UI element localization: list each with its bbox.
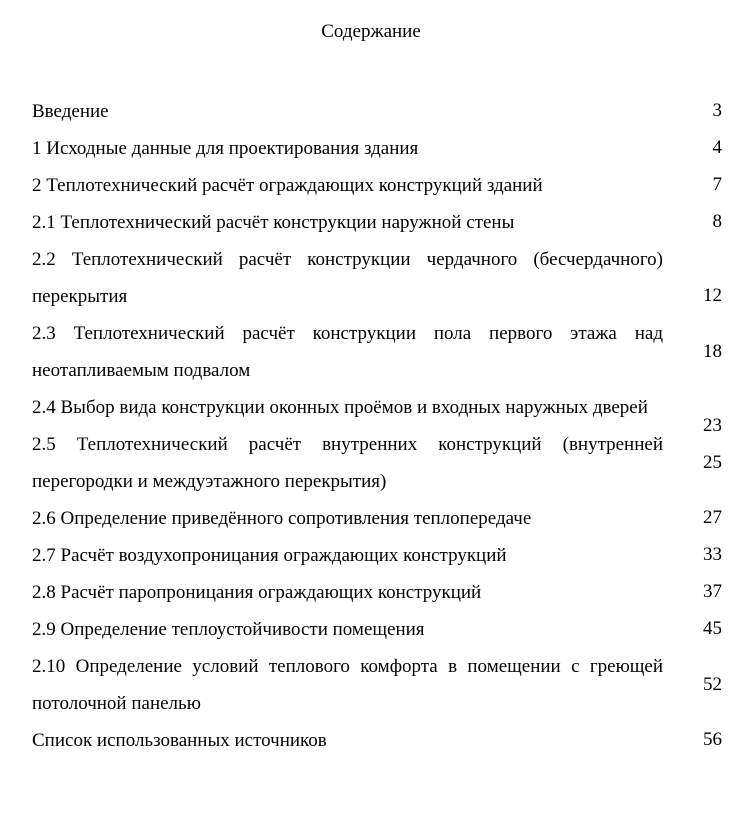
toc-entry-text: 2.5 Теплотехнический расчёт внутренних конструкций (внутренней перегородки и междуэтажного перекрытия) [32,434,663,492]
toc-entry-text: 2 Теплотехнический расчёт ограждающих конструкций зданий [32,175,543,196]
toc-entry-page: 56 [703,729,722,750]
toc-entry-2-2 [32,241,722,315]
toc-entry-text: 2.9 Определение теплоустойчивости помещения [32,619,425,640]
toc-entry-2-3 [32,315,722,389]
toc-entry-page: 8 [712,211,722,232]
toc-entry-2-10 [32,648,722,722]
toc-entry-page: 3 [712,100,722,121]
toc-entry-2-9 [32,611,722,648]
toc-entry-introduction [32,93,722,130]
toc-entry-2-1 [32,204,722,241]
toc-entry-page: 45 [703,618,722,639]
toc-entry-text: 2.4 Выбор вида конструкции оконных проёмов и входных наружных дверей [32,397,648,418]
toc-entry-2-4 [32,389,722,436]
toc-entry-2 [32,167,722,204]
toc-entry-text: Введение [32,101,109,122]
toc-entry-page: 4 [712,137,722,158]
toc-entry-2-5 [32,426,722,500]
toc-entry-page: 7 [712,174,722,195]
toc-entry-text: 2.7 Расчёт воздухопроницания ограждающих конструкций [32,545,507,566]
toc-entry-text: Список использованных источников [32,730,327,751]
toc-title: Содержание [321,21,421,42]
toc-entry-page: 25 [703,452,722,473]
toc-entry-page: 52 [703,674,722,695]
toc-entry-2-8 [32,574,722,611]
toc-entry-page: 33 [703,544,722,565]
toc-entry-text: 1 Исходные данные для проектирования здания [32,138,419,159]
toc-entry-text: 2.8 Расчёт паропроницания ограждающих конструкций [32,582,482,603]
toc-entry-references [32,722,722,759]
toc-entry-text: 2.2 Теплотехнический расчёт конструкции чердачного (бесчердачного) перекрытия [32,249,663,307]
toc-entry-page: 27 [703,507,722,528]
toc-entry-2-6 [32,500,722,537]
toc-entry-page: 12 [703,285,722,306]
toc-entry-text: 2.3 Теплотехнический расчёт конструкции пола первого этажа над неотапливаемым подвалом [32,323,663,381]
toc-entry-text: 2.10 Определение условий теплового комфорта в помещении с греющей потолочной панелью [32,656,663,714]
toc-entry-page: 37 [703,581,722,602]
toc-entry-2-7 [32,537,722,574]
toc-entry-page: 23 [703,415,722,436]
toc-entry-text: 2.6 Определение приведённого сопротивления теплопередаче [32,508,532,529]
table-of-contents [32,93,722,759]
toc-entry-1 [32,130,722,167]
toc-entry-text: 2.1 Теплотехнический расчёт конструкции наружной стены [32,212,515,233]
toc-entry-page: 18 [703,341,722,362]
